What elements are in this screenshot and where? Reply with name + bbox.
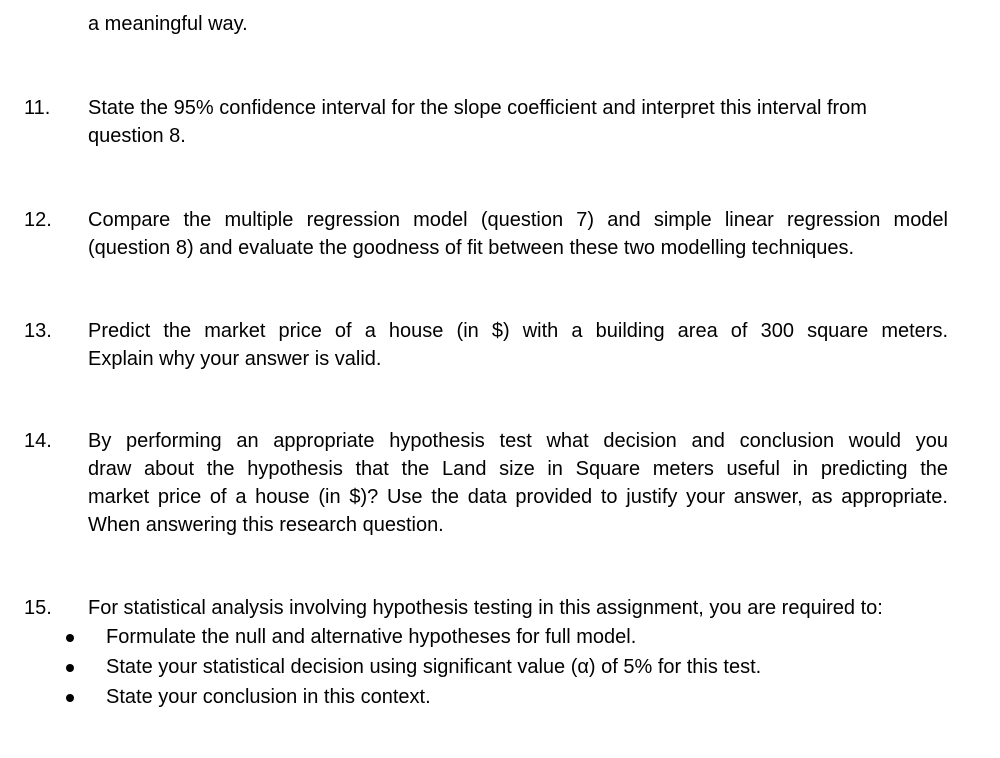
bullet-text: State your conclusion in this context. (106, 686, 431, 708)
question-text (88, 206, 948, 262)
question-number: 13. (24, 320, 52, 342)
question-line: (question 8) and evaluate the goodness of fit between these two modelling techniques. (88, 237, 855, 259)
question-line: draw about the hypothesis that the Land size in Square meters useful in predicting the (88, 458, 948, 480)
question-text (88, 594, 948, 622)
question-line: Compare the multiple regression model (question 7) and simple linear regression model (88, 209, 948, 231)
question-number: 12. (24, 209, 52, 231)
question-line: State the 95% confidence interval for the slope coefficient and interpret this interval from (88, 97, 867, 119)
question-number: 11. (24, 97, 51, 119)
question-number: 15. (24, 597, 52, 619)
question-line: By performing an appropriate hypothesis test what decision and conclusion would you (88, 430, 948, 452)
question-number: 14. (24, 430, 52, 452)
question-line: question 8. (88, 125, 186, 147)
bullet-dot-icon (66, 694, 74, 702)
question-line: Explain why your answer is valid. (88, 348, 382, 370)
question-line: market price of a house (in $)? Use the data provided to justify your answer, as appropriate. (88, 486, 948, 508)
bullet-text: State your statistical decision using significant value (α) of 5% for this test. (106, 656, 762, 678)
bullet-text: Formulate the null and alternative hypotheses for full model. (106, 626, 637, 648)
question-line: For statistical analysis involving hypothesis testing in this assignment, you are required to: (88, 597, 883, 619)
question-text (88, 94, 948, 150)
bullet-item (0, 653, 1000, 683)
bullet-dot-icon (66, 634, 74, 642)
question-text (88, 317, 948, 373)
bullet-dot-icon (66, 664, 74, 672)
question-15-bullet-list (0, 623, 1000, 713)
question-line: When answering this research question. (88, 514, 444, 536)
question-text (88, 427, 948, 539)
bullet-item (0, 683, 1000, 713)
continuation-text: a meaningful way. (88, 13, 248, 35)
bullet-item (0, 623, 1000, 653)
question-line: Predict the market price of a house (in $) with a building area of 300 square meters. (88, 320, 948, 342)
